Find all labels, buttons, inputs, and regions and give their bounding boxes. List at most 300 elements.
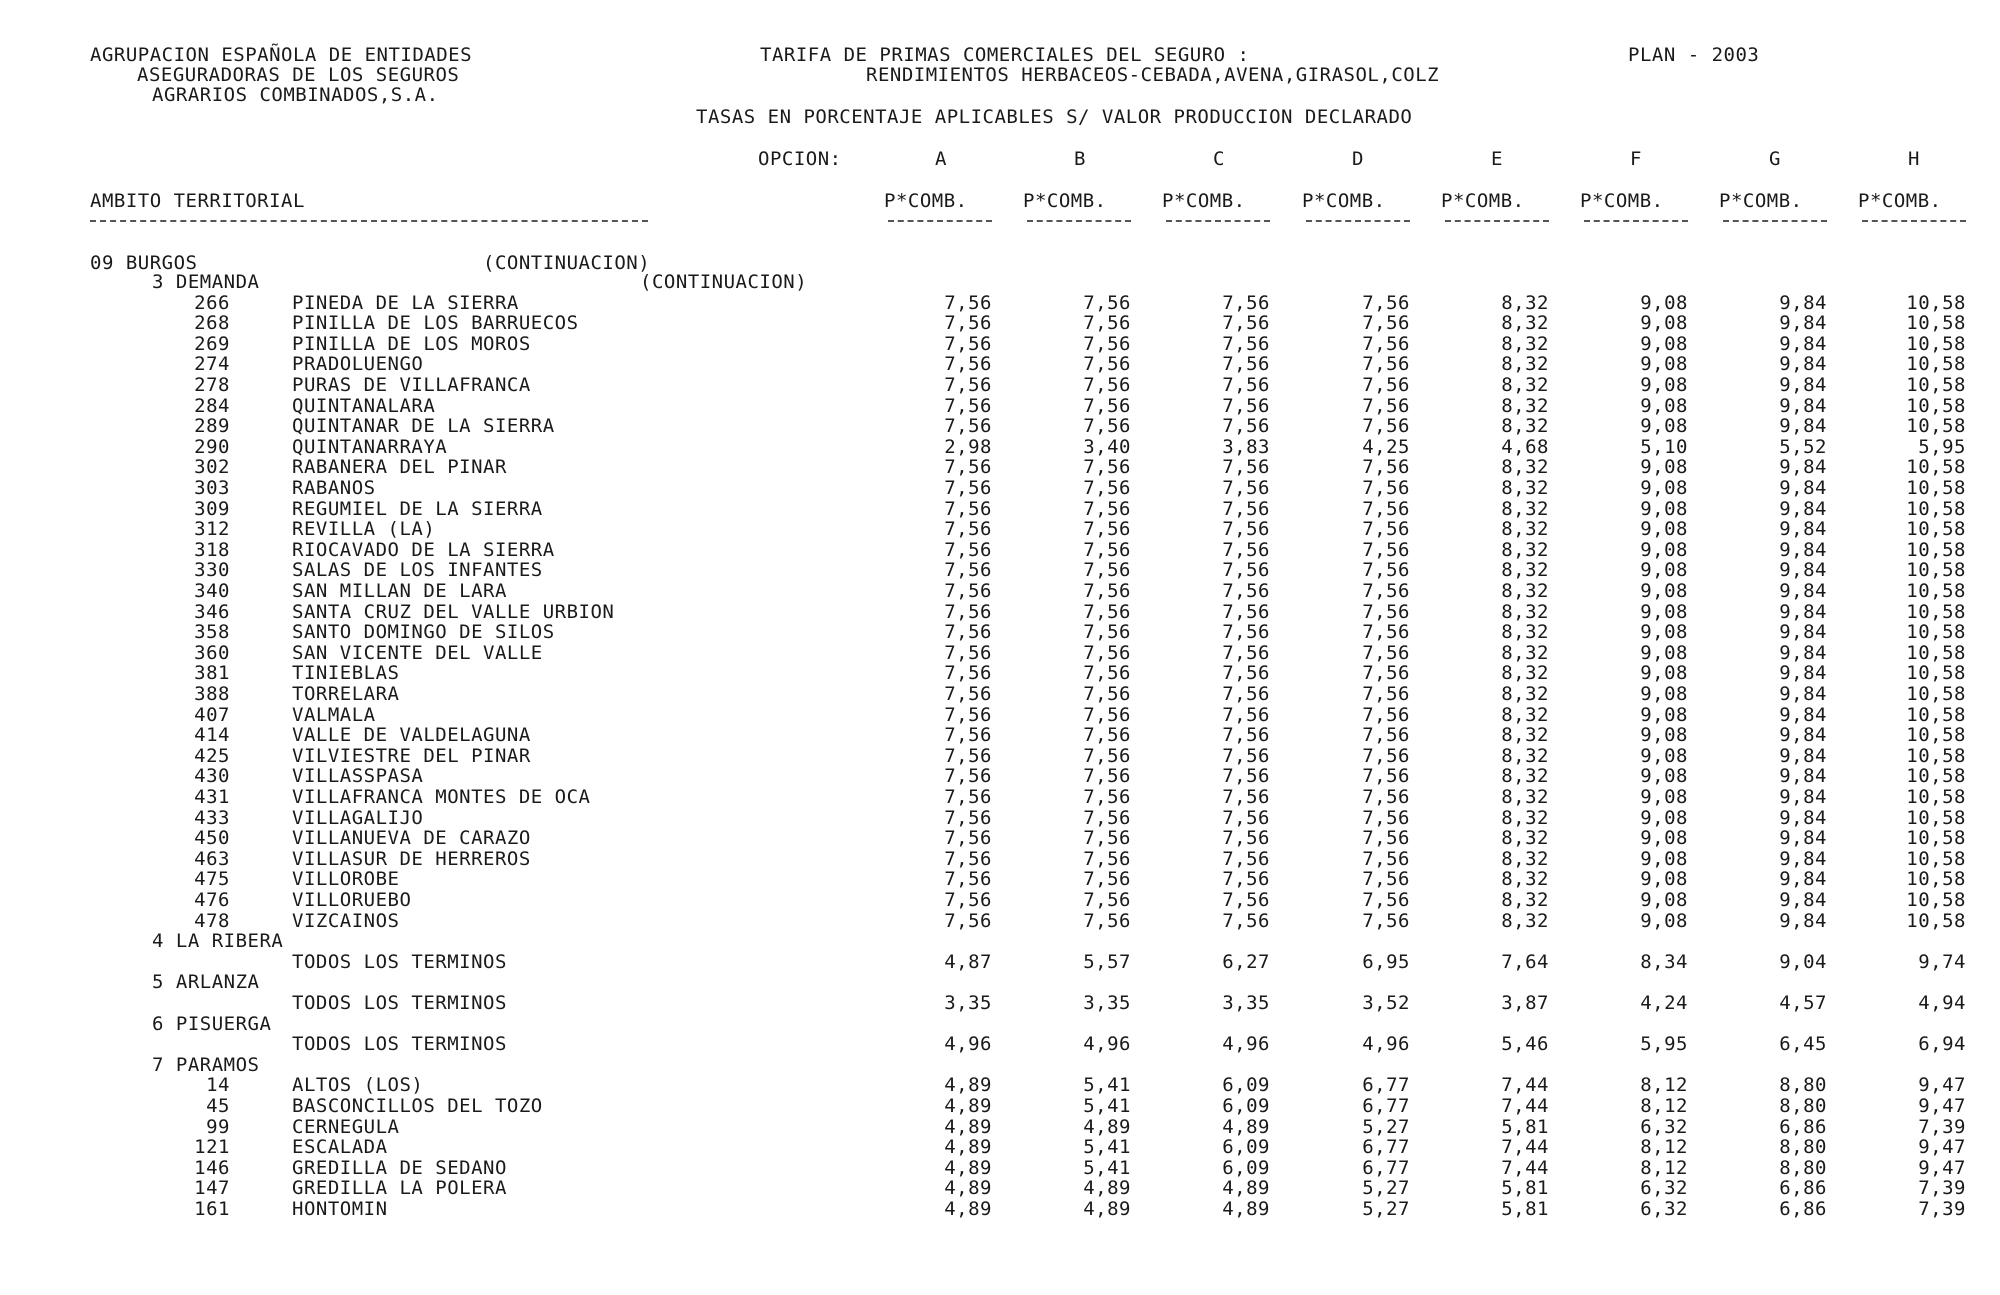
table-row [0,849,2000,870]
rate-cell-e: 4,68 [1501,435,1549,458]
rate-cell-a: 7,56 [944,312,992,335]
column-label-g: P*COMB. [1719,190,1803,212]
rate-cell-a: 4,89 [944,1156,992,1179]
rate-cell-f: 9,08 [1640,724,1688,747]
rate-cell-e: 8,32 [1501,394,1549,417]
rate-cell-b: 7,56 [1083,662,1131,685]
rate-cell-h: 7,39 [1918,1198,1966,1220]
rate-cell-c: 7,56 [1222,621,1270,644]
rate-cell-e: 8,32 [1501,641,1549,664]
org-name-line1: AGRUPACION ESPAÑOLA DE ENTIDADES [90,44,473,66]
column-label-f: P*COMB. [1580,190,1664,212]
municipality-name: SALAS DE LOS INFANTES [292,559,543,582]
rate-cell-e: 7,44 [1501,1074,1549,1097]
table-row [0,1178,2000,1199]
municipality-code: 330 [194,559,230,582]
rate-cell-g: 9,84 [1779,662,1827,685]
municipality-name: RABANOS [292,477,376,499]
rate-cell-b: 5,41 [1083,1095,1131,1117]
rate-cell-g: 9,84 [1779,394,1827,417]
rate-cell-h: 10,58 [1906,374,1966,396]
rate-cell-c: 4,96 [1222,1033,1270,1056]
rate-cell-b: 7,56 [1083,332,1131,355]
rate-cell-h: 10,58 [1906,909,1966,932]
column-label-h: P*COMB. [1858,190,1942,212]
municipality-code: 414 [194,724,230,747]
org-name-line3: AGRARIOS COMBINADOS,S.A. [152,84,439,106]
rate-cell-f: 9,08 [1640,909,1688,932]
municipality-code: 266 [194,291,230,314]
rate-cell-h: 10,58 [1906,518,1966,541]
municipality-name: RIOCAVADO DE LA SIERRA [292,538,555,561]
rate-cell-h: 10,58 [1906,765,1966,788]
municipality-code: 430 [194,765,230,788]
rate-cell-f: 9,08 [1640,744,1688,767]
rate-cell-c: 7,56 [1222,374,1270,396]
rate-cell-e: 8,32 [1501,724,1549,747]
table-row [0,890,2000,911]
rate-cell-e: 8,32 [1501,477,1549,499]
rate-cell-c: 7,56 [1222,456,1270,479]
rate-cell-b: 7,56 [1083,291,1131,314]
municipality-name: RABANERA DEL PINAR [292,456,507,479]
rate-cell-e: 5,81 [1501,1115,1549,1138]
table-row [0,869,2000,890]
rate-cell-c: 7,56 [1222,394,1270,417]
rate-cell-c: 6,09 [1222,1156,1270,1179]
rate-cell-e: 3,87 [1501,992,1549,1014]
rate-cell-d: 7,56 [1362,703,1410,726]
rate-cell-b: 7,56 [1083,518,1131,541]
rate-cell-a: 4,89 [944,1115,992,1138]
rate-cell-f: 9,08 [1640,621,1688,644]
rate-cell-g: 9,84 [1779,312,1827,335]
rate-cell-g: 8,80 [1779,1095,1827,1117]
rate-cell-d: 7,56 [1362,683,1410,705]
rate-cell-f: 9,08 [1640,600,1688,623]
municipality-name: SAN VICENTE DEL VALLE [292,641,543,664]
column-underline-f [1584,220,1688,222]
municipality-name: VILLASUR DE HERREROS [292,847,531,870]
document-subtitle: TASAS EN PORCENTAJE APLICABLES S/ VALOR PRODUCCION DECLARADO [696,106,1413,128]
rate-cell-b: 7,56 [1083,765,1131,788]
comarca-label: 7 PARAMOS [152,1053,260,1076]
rate-cell-a: 7,56 [944,868,992,891]
rate-cell-e: 8,32 [1501,909,1549,932]
rate-cell-c: 7,56 [1222,909,1270,932]
municipality-code: 302 [194,456,230,479]
rate-cell-f: 9,08 [1640,641,1688,664]
rate-cell-b: 5,41 [1083,1136,1131,1159]
rate-cell-a: 7,56 [944,559,992,582]
comarca-label: 3 DEMANDA [152,271,260,293]
rate-cell-g: 9,84 [1779,683,1827,705]
municipality-name: GREDILLA LA POLERA [292,1177,507,1200]
rate-cell-b: 7,56 [1083,744,1131,767]
municipality-name: PINILLA DE LOS MOROS [292,332,531,355]
municipality-code: 318 [194,538,230,561]
rate-cell-h: 10,58 [1906,621,1966,644]
municipality-name: HONTOMIN [292,1198,388,1220]
rate-cell-a: 7,56 [944,538,992,561]
rate-cell-b: 7,56 [1083,394,1131,417]
comarca-row [0,1014,2000,1035]
rate-cell-f: 9,08 [1640,683,1688,705]
rate-cell-b: 4,89 [1083,1198,1131,1220]
municipality-code: 360 [194,641,230,664]
rate-cell-g: 9,84 [1779,332,1827,355]
rate-cell-f: 6,32 [1640,1177,1688,1200]
rate-cell-e: 8,32 [1501,683,1549,705]
table-row [0,416,2000,437]
rate-cell-c: 7,56 [1222,641,1270,664]
municipality-name: ESCALADA [292,1136,388,1159]
rate-cell-a: 3,35 [944,992,992,1014]
rate-cell-g: 9,84 [1779,291,1827,314]
rate-cell-h: 10,58 [1906,827,1966,850]
rate-cell-g: 9,84 [1779,497,1827,520]
municipality-name: QUINTANARRAYA [292,435,448,458]
rate-cell-b: 4,89 [1083,1177,1131,1200]
municipality-code: 431 [194,786,230,808]
rate-cell-c: 6,27 [1222,950,1270,973]
rate-cell-h: 10,58 [1906,415,1966,438]
rate-cell-d: 7,56 [1362,889,1410,911]
rate-cell-e: 8,32 [1501,291,1549,314]
rate-cell-f: 9,08 [1640,889,1688,911]
rate-cell-d: 7,56 [1362,724,1410,747]
rate-cell-c: 7,56 [1222,765,1270,788]
rate-cell-f: 9,08 [1640,662,1688,685]
rate-cell-e: 8,32 [1501,456,1549,479]
rate-cell-e: 8,32 [1501,374,1549,396]
column-underline-c [1166,220,1270,222]
rate-cell-f: 6,32 [1640,1198,1688,1220]
municipality-name: VILLASSPASA [292,765,424,788]
rate-cell-e: 5,81 [1501,1177,1549,1200]
rate-cell-e: 8,32 [1501,806,1549,829]
rate-cell-h: 10,58 [1906,291,1966,314]
rate-cell-d: 7,56 [1362,456,1410,479]
table-row [0,911,2000,932]
rate-cell-b: 7,56 [1083,580,1131,602]
rate-cell-e: 8,32 [1501,744,1549,767]
rate-cell-h: 10,58 [1906,600,1966,623]
rate-cell-c: 7,56 [1222,312,1270,335]
rate-cell-d: 6,77 [1362,1095,1410,1117]
rate-cell-a: 7,56 [944,332,992,355]
rate-cell-e: 8,32 [1501,662,1549,685]
rate-cell-b: 4,96 [1083,1033,1131,1056]
rate-cell-f: 9,08 [1640,415,1688,438]
rate-cell-h: 10,58 [1906,744,1966,767]
rate-cell-h: 10,58 [1906,889,1966,911]
rate-cell-h: 10,58 [1906,641,1966,664]
comarca-label: 6 PISUERGA [152,1012,272,1035]
municipality-name: REGUMIEL DE LA SIERRA [292,497,543,520]
rate-cell-e: 8,32 [1501,847,1549,870]
rate-cell-f: 9,08 [1640,353,1688,376]
municipality-code: 476 [194,889,230,911]
rate-cell-h: 10,58 [1906,538,1966,561]
municipality-code: 407 [194,703,230,726]
municipality-name: PURAS DE VILLAFRANCA [292,374,531,396]
municipality-code: 312 [194,518,230,541]
table-row [0,334,2000,355]
rate-cell-g: 9,84 [1779,847,1827,870]
rate-cell-f: 9,08 [1640,847,1688,870]
rate-cell-h: 10,58 [1906,806,1966,829]
province-label: 09 BURGOS [90,252,198,274]
rate-cell-a: 4,89 [944,1095,992,1117]
rate-cell-g: 6,86 [1779,1177,1827,1200]
rate-cell-b: 7,56 [1083,786,1131,808]
rate-cell-b: 7,56 [1083,641,1131,664]
rate-cell-h: 10,58 [1906,868,1966,891]
rate-cell-d: 7,56 [1362,806,1410,829]
rate-cell-a: 7,56 [944,641,992,664]
rate-cell-g: 9,84 [1779,559,1827,582]
rate-cell-d: 7,56 [1362,641,1410,664]
rate-cell-f: 9,08 [1640,559,1688,582]
column-underline-g [1723,220,1827,222]
municipality-name: CERNEGULA [292,1115,400,1138]
rate-cell-a: 7,56 [944,786,992,808]
option-letter-d: D [1352,148,1364,170]
rate-cell-e: 8,32 [1501,559,1549,582]
rate-cell-d: 7,56 [1362,291,1410,314]
rate-cell-f: 9,08 [1640,806,1688,829]
table-row [0,375,2000,396]
rate-cell-c: 7,56 [1222,477,1270,499]
table-row [0,993,2000,1014]
rate-cell-f: 8,12 [1640,1074,1688,1097]
rate-cell-a: 7,56 [944,806,992,829]
rate-cell-b: 5,57 [1083,950,1131,973]
rate-cell-d: 7,56 [1362,744,1410,767]
rate-cell-f: 5,95 [1640,1033,1688,1056]
rate-cell-a: 7,56 [944,497,992,520]
rate-cell-h: 10,58 [1906,497,1966,520]
option-letter-g: G [1769,148,1781,170]
municipality-code: 478 [194,909,230,932]
rate-cell-f: 8,12 [1640,1095,1688,1117]
rate-cell-a: 7,56 [944,518,992,541]
rate-cell-e: 5,46 [1501,1033,1549,1056]
rate-cell-b: 7,56 [1083,724,1131,747]
rate-cell-b: 7,56 [1083,806,1131,829]
municipality-name: SANTA CRUZ DEL VALLE URBION [292,600,615,623]
rate-cell-a: 7,56 [944,724,992,747]
rate-cell-d: 7,56 [1362,662,1410,685]
rate-cell-c: 6,09 [1222,1095,1270,1117]
rate-cell-a: 7,56 [944,456,992,479]
rate-cell-h: 10,58 [1906,394,1966,417]
rate-cell-a: 7,56 [944,394,992,417]
table-row [0,457,2000,478]
rate-cell-f: 9,08 [1640,518,1688,541]
rate-cell-b: 7,56 [1083,538,1131,561]
rate-cell-b: 3,40 [1083,435,1131,458]
municipality-code: 289 [194,415,230,438]
rate-cell-b: 7,56 [1083,909,1131,932]
rate-cell-f: 9,08 [1640,456,1688,479]
table-row [0,725,2000,746]
rate-cell-d: 7,56 [1362,868,1410,891]
municipality-code: 269 [194,332,230,355]
rate-cell-g: 9,84 [1779,703,1827,726]
municipality-name: PINEDA DE LA SIERRA [292,291,519,314]
rate-cell-d: 7,56 [1362,621,1410,644]
rate-cell-e: 8,32 [1501,580,1549,602]
column-label-e: P*COMB. [1441,190,1525,212]
column-underline-a [888,220,992,222]
rate-cell-g: 9,84 [1779,724,1827,747]
table-row [0,828,2000,849]
municipality-name: VILLAFRANCA MONTES DE OCA [292,786,591,808]
column-label-a: P*COMB. [884,190,968,212]
rate-cell-f: 9,08 [1640,332,1688,355]
table-row [0,1158,2000,1179]
rate-cell-d: 7,56 [1362,765,1410,788]
column-label-d: P*COMB. [1302,190,1386,212]
rate-cell-b: 7,56 [1083,415,1131,438]
rate-cell-f: 9,08 [1640,312,1688,335]
rate-cell-d: 5,27 [1362,1198,1410,1220]
rate-cell-g: 9,84 [1779,868,1827,891]
rate-cell-d: 7,56 [1362,827,1410,850]
rate-cell-f: 4,24 [1640,992,1688,1014]
municipality-name: PRADOLUENGO [292,353,424,376]
rate-cell-b: 7,56 [1083,868,1131,891]
rate-cell-c: 3,83 [1222,435,1270,458]
rate-cell-f: 9,08 [1640,703,1688,726]
rate-cell-b: 7,56 [1083,312,1131,335]
rate-cell-f: 9,08 [1640,477,1688,499]
org-name-line2: ASEGURADORAS DE LOS SEGUROS [137,64,460,86]
rate-cell-e: 5,81 [1501,1198,1549,1220]
rate-cell-h: 10,58 [1906,559,1966,582]
rate-cell-h: 7,39 [1918,1177,1966,1200]
table-row [0,602,2000,623]
rate-cell-b: 5,41 [1083,1074,1131,1097]
rate-cell-c: 7,56 [1222,786,1270,808]
municipality-code: 274 [194,353,230,376]
municipality-code: 303 [194,477,230,499]
rate-cell-a: 2,98 [944,435,992,458]
rate-cell-a: 4,89 [944,1198,992,1220]
municipality-code: 381 [194,662,230,685]
rate-cell-a: 7,56 [944,703,992,726]
rate-cell-e: 8,32 [1501,600,1549,623]
rate-cell-d: 7,56 [1362,497,1410,520]
rate-cell-g: 9,84 [1779,765,1827,788]
rate-cell-g: 9,84 [1779,806,1827,829]
rate-cell-g: 5,52 [1779,435,1827,458]
rate-cell-c: 7,56 [1222,415,1270,438]
column-label-b: P*COMB. [1023,190,1107,212]
municipality-name: TODOS LOS TERMINOS [292,950,507,973]
rate-cell-b: 7,56 [1083,889,1131,911]
option-letter-c: C [1213,148,1225,170]
rate-cell-e: 8,32 [1501,621,1549,644]
table-row [0,519,2000,540]
rate-cell-b: 7,56 [1083,600,1131,623]
rate-cell-g: 9,84 [1779,786,1827,808]
table-row [0,1117,2000,1138]
municipality-code: 161 [194,1198,230,1220]
rate-cell-f: 9,08 [1640,497,1688,520]
table-row [0,396,2000,417]
rate-cell-e: 8,32 [1501,415,1549,438]
municipality-code: 147 [194,1177,230,1200]
rate-cell-a: 4,89 [944,1074,992,1097]
rate-cell-g: 9,84 [1779,518,1827,541]
municipality-code: 290 [194,435,230,458]
table-row [0,560,2000,581]
comarca-continuation: (CONTINUACION) [640,271,808,293]
municipality-name: ALTOS (LOS) [292,1074,424,1097]
rate-cell-b: 7,56 [1083,374,1131,396]
rate-cell-f: 9,08 [1640,374,1688,396]
rate-cell-d: 7,56 [1362,394,1410,417]
rate-cell-a: 7,56 [944,415,992,438]
municipality-code: 268 [194,312,230,335]
municipality-code: 14 [206,1074,230,1097]
rate-cell-b: 3,35 [1083,992,1131,1014]
table-row [0,313,2000,334]
rate-cell-e: 8,32 [1501,786,1549,808]
municipality-code: 450 [194,827,230,850]
rate-cell-e: 7,64 [1501,950,1549,973]
municipality-code: 45 [206,1095,230,1117]
rate-cell-b: 5,41 [1083,1156,1131,1179]
municipality-name: SANTO DOMINGO DE SILOS [292,621,555,644]
rate-cell-c: 7,56 [1222,291,1270,314]
option-letter-a: A [935,148,947,170]
rate-cell-h: 5,95 [1918,435,1966,458]
rate-cell-c: 4,89 [1222,1115,1270,1138]
rate-cell-h: 9,74 [1918,950,1966,973]
rate-cell-h: 9,47 [1918,1095,1966,1117]
rate-cell-d: 7,56 [1362,600,1410,623]
table-row [0,622,2000,643]
rate-cell-f: 6,32 [1640,1115,1688,1138]
rate-cell-h: 10,58 [1906,662,1966,685]
rate-cell-c: 7,56 [1222,724,1270,747]
municipality-code: 99 [206,1115,230,1138]
rate-cell-d: 7,56 [1362,909,1410,932]
rate-cell-h: 6,94 [1918,1033,1966,1056]
municipality-code: 463 [194,847,230,870]
rate-cell-e: 7,44 [1501,1095,1549,1117]
rate-cell-c: 7,56 [1222,683,1270,705]
municipality-code: 388 [194,683,230,705]
municipality-name: TORRELARA [292,683,400,705]
municipality-name: VILLAGALIJO [292,806,424,829]
rate-cell-e: 8,32 [1501,703,1549,726]
rate-cell-g: 9,04 [1779,950,1827,973]
rate-cell-d: 7,56 [1362,580,1410,602]
rate-cell-a: 7,56 [944,909,992,932]
rate-cell-c: 7,56 [1222,827,1270,850]
municipality-code: 358 [194,621,230,644]
comarca-row [0,931,2000,952]
rate-cell-e: 8,32 [1501,497,1549,520]
rate-cell-d: 7,56 [1362,332,1410,355]
rate-cell-d: 6,77 [1362,1074,1410,1097]
rate-cell-d: 6,95 [1362,950,1410,973]
